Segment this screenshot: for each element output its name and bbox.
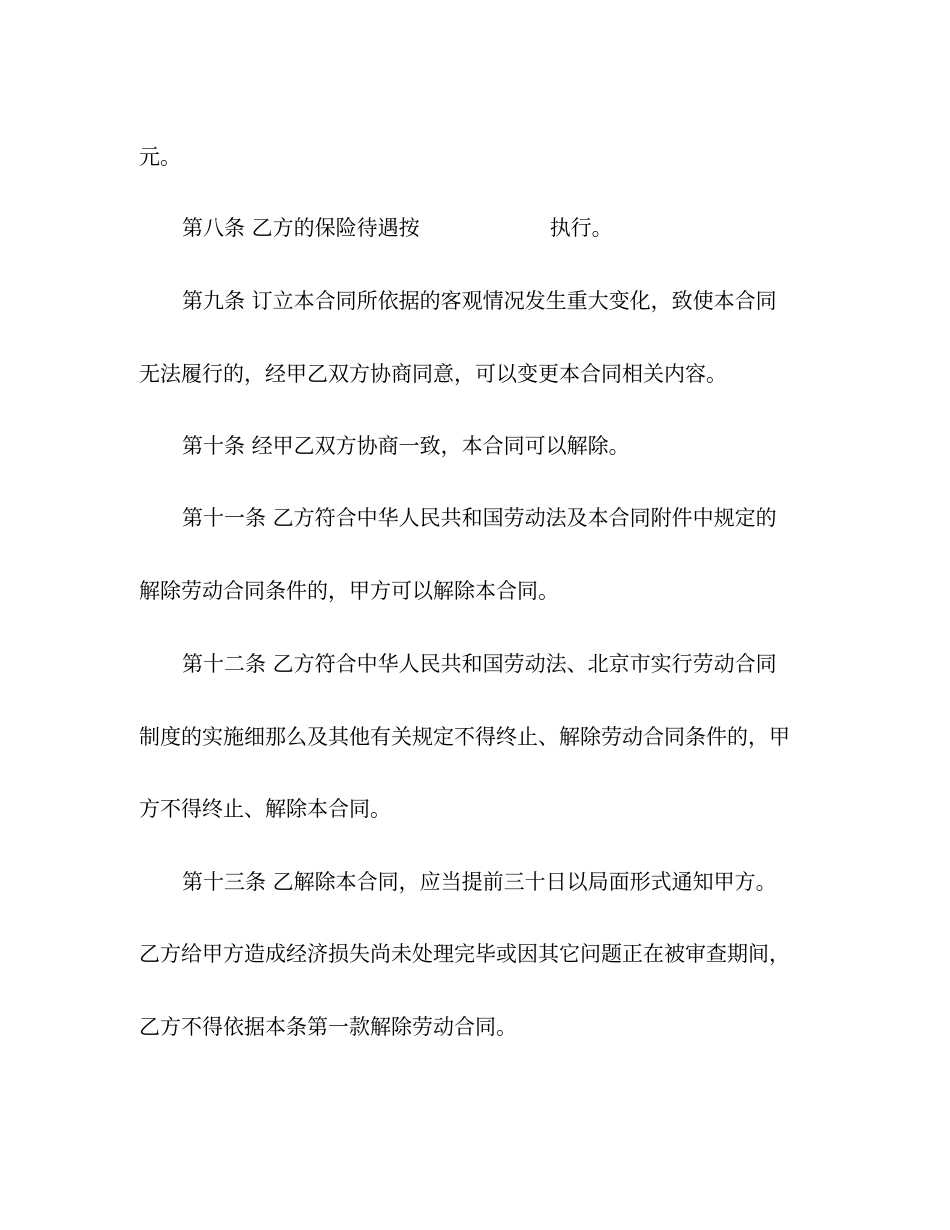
article-13-line-2: 乙方给甲方造成经济损失尚未处理完毕或因其它问题正在被审查期间， (139, 942, 790, 966)
article-8-text-before-blank: 第八条 乙方的保险待遇按 (182, 216, 420, 240)
article-12-line-1: 第十二条 乙方符合中华人民共和国劳动法、北京市实行劳动合同 (182, 652, 777, 676)
article-13-line-3: 乙方不得依据本条第一款解除劳动合同。 (139, 1015, 517, 1039)
article-12-line-3: 方不得终止、解除本合同。 (139, 797, 391, 821)
article-8-text-after-blank: 执行。 (549, 216, 613, 240)
article-11-line-2: 解除劳动合同条件的，甲方可以解除本合同。 (139, 579, 559, 603)
article-9-line-1: 第九条 订立本合同所依据的客观情况发生重大变化，致使本合同 (182, 289, 777, 313)
article-10-line: 第十条 经甲乙双方协商一致，本合同可以解除。 (182, 434, 630, 458)
article-9-line-2: 无法履行的，经甲乙双方协商同意，可以变更本合同相关内容。 (139, 362, 727, 386)
article-11-line-1: 第十一条 乙方符合中华人民共和国劳动法及本合同附件中规定的 (182, 506, 777, 530)
article-13-line-1: 第十三条 乙解除本合同，应当提前三十日以局面形式通知甲方。 (182, 870, 777, 894)
article-12-line-2: 制度的实施细那么及其他有关规定不得终止、解除劳动合同条件的，甲 (139, 725, 790, 749)
text-line-1: 元。 (139, 145, 181, 169)
article-8-line (182, 215, 613, 241)
